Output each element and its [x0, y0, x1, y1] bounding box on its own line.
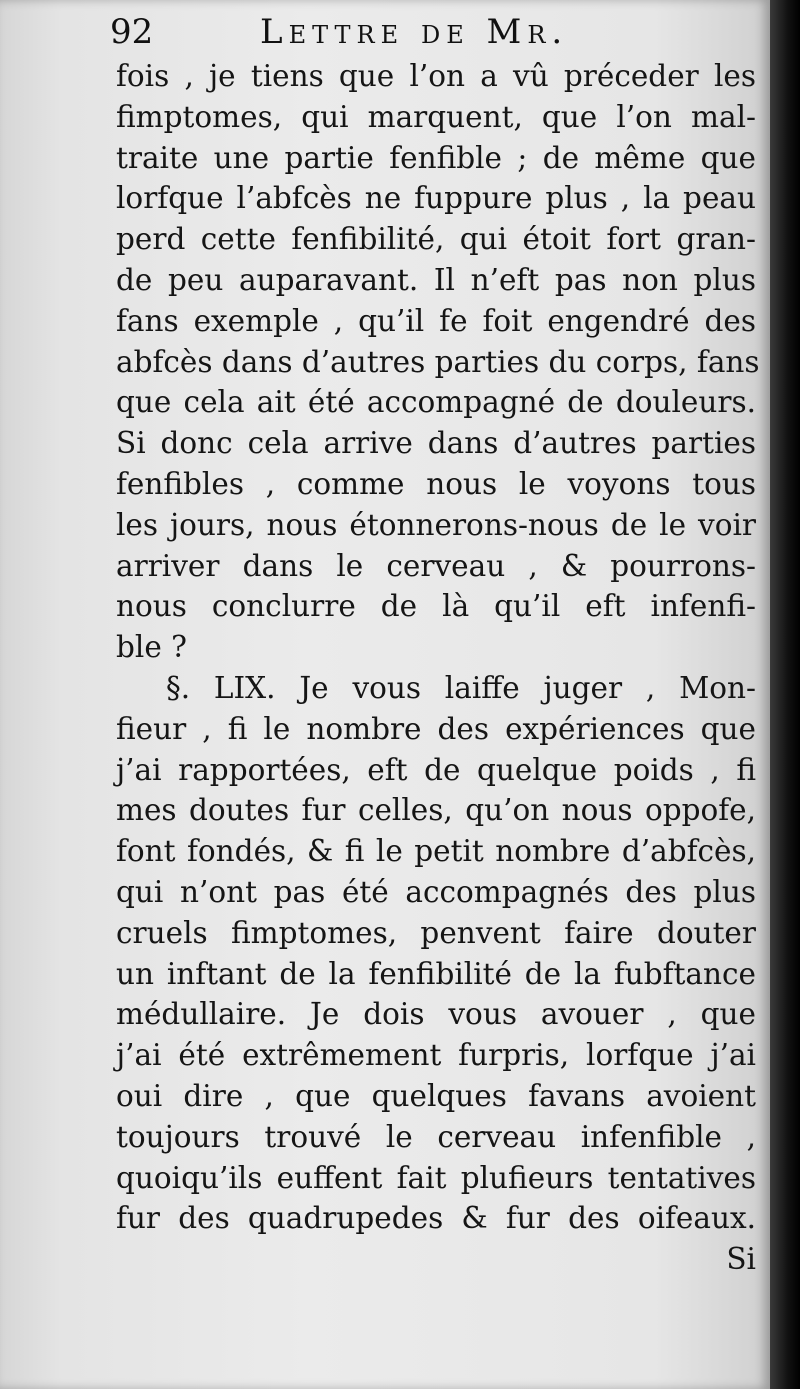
text-line: qui n’ont pas été accompagnés des plus	[116, 874, 756, 909]
text-line: abfcès dans d’autres parties du corps, fans	[116, 344, 760, 379]
text-line: j’ai été extrêmement furpris, lorfque j’ai	[116, 1038, 756, 1073]
text-line: fois , je tiens que l’on a vû préceder les	[116, 59, 756, 93]
text-line: fur des quadrupedes & fur des oifeaux.	[116, 1201, 756, 1236]
text-line: nous conclurre de là qu’il eft infenfi-	[116, 589, 756, 624]
text-line: les jours, nous étonnerons-nous de le voir	[116, 507, 756, 542]
text-line: un inftant de la fenfibilité de la fubftance	[116, 956, 756, 991]
text-line: oui dire , que quelques favans avoient	[116, 1078, 756, 1113]
text-line: fimptomes, qui marquent, que l’on mal-	[116, 99, 756, 134]
text-line: j’ai rapportées, eft de quelque poids , fi	[116, 752, 756, 787]
text-line: fieur , fi le nombre des expériences que	[116, 711, 756, 746]
text-line: font fondés, & fi le petit nombre d’abfcès,	[116, 834, 756, 869]
page-header	[110, 12, 750, 56]
text-line: quoiqu’ils euffent fait plufieurs tentatives	[116, 1160, 756, 1195]
text-line: fenfibles , comme nous le voyons tous	[116, 466, 756, 501]
text-line: toujours trouvé le cerveau infenfible ,	[116, 1119, 756, 1154]
catchword: Si	[726, 1242, 756, 1277]
text-line: arriver dans le cerveau , & pourrons-	[116, 548, 756, 583]
text-line: mes doutes fur celles, qu’on nous oppofe,	[116, 793, 756, 828]
text-line: Si donc cela arrive dans d’autres parties	[116, 426, 756, 461]
section-heading-line: §. LIX. Je vous laiffe juger , Mon-	[166, 670, 756, 705]
text-line: traite une partie fenfible ; de même que	[116, 140, 756, 175]
text-line: cruels fimptomes, penvent faire douter	[116, 915, 756, 950]
text-line: médullaire. Je dois vous avouer , que	[116, 997, 756, 1032]
running-title: Lettre de Mr.	[260, 12, 569, 52]
page-number: 92	[110, 12, 154, 52]
text-line: lorfque l’abfcès ne fuppure plus , la peau	[116, 181, 756, 216]
text-line: perd cette fenfibilité, qui étoit fort gran-	[116, 222, 756, 257]
text-line: que cela ait été accompagné de douleurs.	[116, 385, 756, 420]
text-line: fans exemple , qu’il fe foit engendré des	[116, 303, 756, 338]
book-spine-edge	[770, 0, 800, 1389]
text-line: ble ?	[116, 630, 187, 665]
page-text	[116, 56, 760, 1280]
text-line: de peu auparavant. Il n’eft pas non plus	[116, 262, 756, 297]
